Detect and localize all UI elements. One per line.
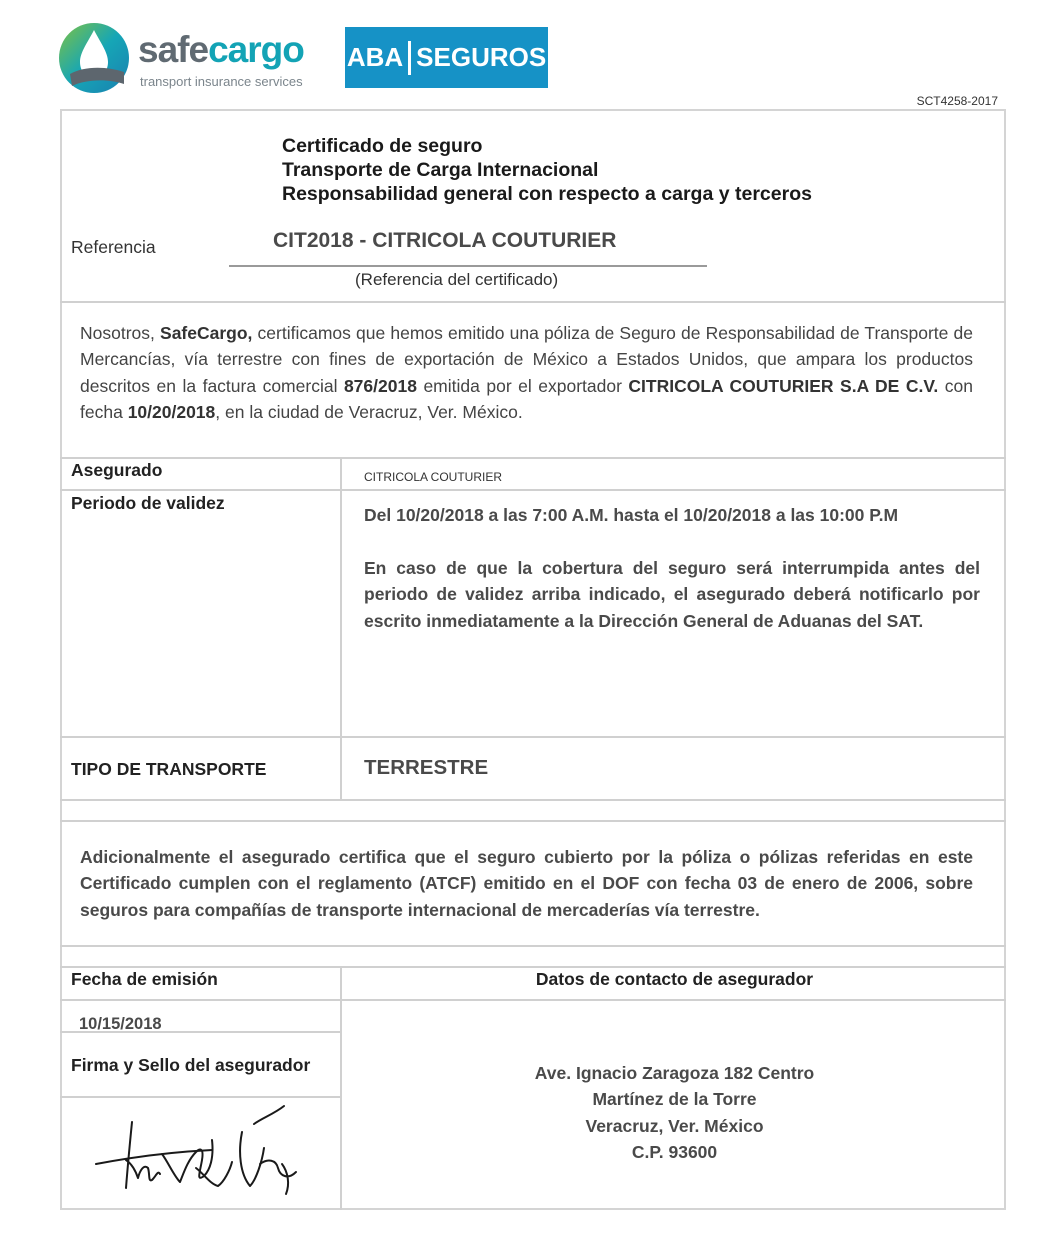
divider — [60, 966, 1006, 968]
divider — [60, 1096, 342, 1098]
intro-paragraph: Nosotros, SafeCargo, certificamos que hemos emitido una póliza de Seguro de Responsabilidad de Transporte de Mercancías, vía terrestre con fines de exportación de México a Estados Unidos, que ampara los productos descritos en la factura comercial 876/2018 emitida por el exportador CITRICOLA COUTURIER S.A DE C.V. con fecha 10/20/2018, en la ciudad de Veracruz, Ver. México. — [80, 323, 973, 422]
column-divider — [340, 457, 342, 799]
divider — [60, 457, 1006, 459]
issue-date-value: 10/15/2018 — [79, 1015, 162, 1033]
validity-label: Periodo de validez — [71, 493, 225, 513]
reference-caption: (Referencia del certificado) — [355, 270, 559, 289]
divider — [60, 736, 1006, 738]
divider — [60, 945, 1006, 947]
validity-value: Del 10/20/2018 a las 7:00 A.M. hasta el 10/20/2018 a las 10:00 P.M — [364, 505, 899, 525]
contact-address: Ave. Ignacio Zaragoza 182 Centro Martínez de la Torre Veracruz, Ver. México C.P. 93600 — [534, 1063, 815, 1162]
divider — [60, 999, 1006, 1001]
insured-value: CITRICOLA COUTURIER — [364, 470, 503, 484]
issue-date-label: Fecha de emisión — [71, 969, 218, 989]
reference-underline — [229, 265, 707, 267]
reference-value: CIT2018 - CITRICOLA COUTURIER — [273, 229, 617, 252]
safecargo-emblem-icon — [58, 22, 130, 94]
divider — [60, 820, 1006, 822]
contact-label: Datos de contacto de asegurador — [535, 969, 814, 989]
divider — [60, 489, 1006, 491]
signature-image — [92, 1102, 312, 1198]
safecargo-logo — [58, 22, 328, 94]
signature-label: Firma y Sello del asegurador — [71, 1055, 311, 1075]
divider — [60, 799, 1006, 801]
divider — [60, 301, 1006, 303]
insured-label: Asegurado — [71, 460, 163, 480]
document-code: SCT4258-2017 — [916, 94, 998, 108]
column-divider — [340, 966, 342, 1210]
aba-seguros-logo: ABA SEGUROS — [345, 27, 548, 88]
safecargo-tagline: transport insurance services — [140, 74, 303, 89]
safecargo-wordmark: safecargo — [138, 29, 304, 70]
transport-label: TIPO DE TRANSPORTE — [71, 759, 267, 779]
additional-paragraph: Adicionalmente el asegurado certifica que el seguro cubierto por la póliza o pólizas referidas en este Certificado cumplen con el reglamento (ATCF) emitido en el DOF con fecha 03 de enero de 2006, sobre seguros para compañías de transporte internacional de mercaderías vía terrestre. — [80, 847, 973, 920]
transport-value: TERRESTRE — [364, 756, 489, 779]
validity-note: En caso de que la cobertura del seguro será interrumpida antes del periodo de validez arriba indicado, el asegurado deberá notificarlo por escrito inmediatamente a la Dirección General de Aduanas del SAT. — [364, 558, 980, 631]
reference-label: Referencia — [71, 237, 156, 257]
certificate-title: Certificado de seguro Transporte de Carga Internacional Responsabilidad general con respecto a carga y terceros — [282, 135, 812, 205]
